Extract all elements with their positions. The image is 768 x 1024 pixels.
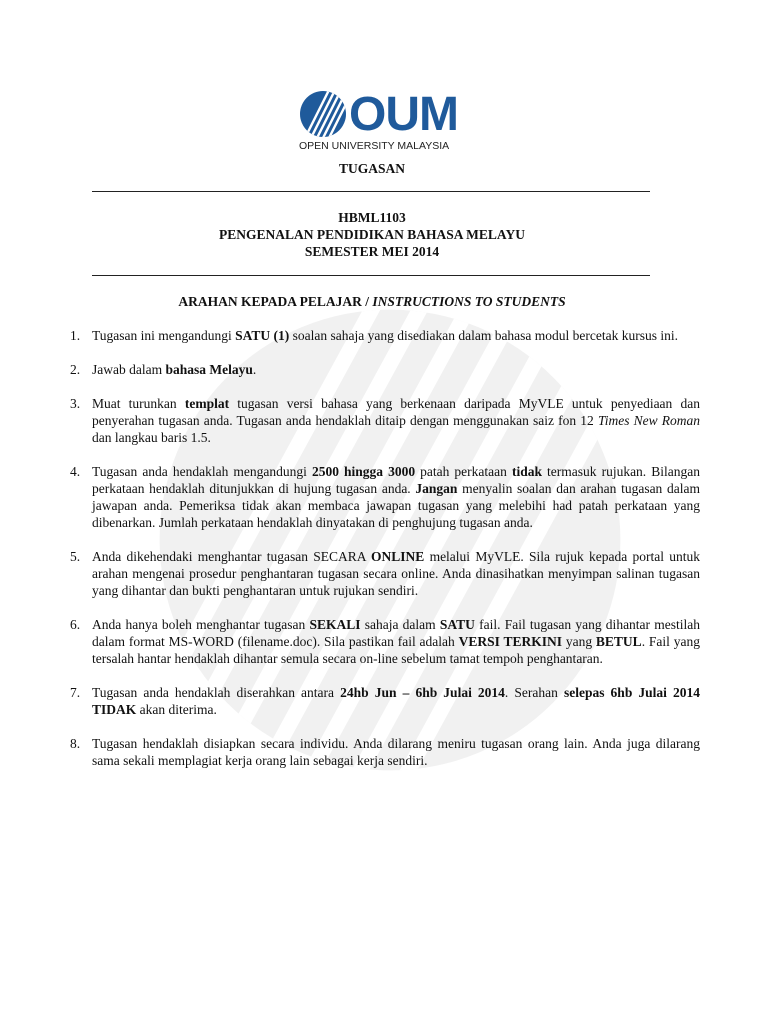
- instruction-item: [70, 616, 700, 667]
- instruction-item: [70, 327, 700, 344]
- instruction-text: sahaja dalam: [360, 617, 440, 632]
- instruction-text: Anda dikehendaki menghantar tugasan SECARA: [92, 549, 372, 564]
- logo-wordmark: OUM: [349, 88, 458, 141]
- instruction-text: soalan sahaja yang disediakan dalam bahasa modul bercetak kursus ini.: [289, 328, 679, 343]
- instruction-emphasis: tidak: [511, 464, 542, 479]
- instruction-text: dan langkau baris 1.5.: [92, 430, 211, 445]
- instruction-number: 2.: [70, 362, 81, 377]
- instruction-emphasis: 2500 hingga 3000: [311, 464, 416, 479]
- document-label: TUGASAN: [338, 161, 405, 176]
- instruction-number: 1.: [70, 328, 81, 343]
- top-divider: [92, 191, 650, 192]
- instruction-italic: Times New Roman: [597, 413, 700, 428]
- instruction-item: [70, 548, 700, 599]
- instruction-text: tugasan versi bahasa yang berkenaan daripada MyVLE untuk penyediaan dan penyerahan tugasan anda. Tugasan anda hendaklah ditaip dengan menggunakan saiz fon 12: [92, 396, 700, 428]
- instruction-emphasis: ONLINE: [371, 549, 425, 564]
- instruction-text: . Serahan: [504, 685, 564, 700]
- instruction-number: 3.: [70, 396, 81, 411]
- instruction-text: fail. Fail tugasan yang dihantar mestilah dalam format MS-WORD (filename.doc). Sila pastikan fail adalah: [92, 617, 700, 649]
- semester: SEMESTER MEI 2014: [304, 244, 440, 259]
- course-code: HBML1103: [338, 210, 406, 225]
- instruction-number: 7.: [70, 685, 81, 700]
- instruction-text: akan diterima.: [136, 702, 217, 717]
- instruction-text: Tugasan anda hendaklah diserahkan antara: [92, 685, 341, 700]
- instructions-heading-en: INSTRUCTIONS TO STUDENTS: [372, 294, 566, 309]
- instruction-number: 8.: [70, 736, 81, 751]
- instruction-emphasis: SATU (1): [235, 328, 290, 343]
- instruction-text: melalui MyVLE. Sila rujuk kepada portal untuk arahan mengenai prosedur penghantaran tugasan secara online. Anda dinasihatkan menyimpan salinan tugasan yang dihantar dan bukti penghantaran untuk rujukan sendiri.: [92, 549, 700, 598]
- instruction-text: . Fail yang tersalah hantar hendaklah dihantar semula secara on-line sebelum tamat tempoh penghantaran.: [92, 634, 700, 666]
- instruction-emphasis: SATU: [439, 617, 475, 632]
- instruction-item: [70, 735, 700, 769]
- course-title: PENGENALAN PENDIDIKAN BAHASA MELAYU: [219, 227, 525, 242]
- instruction-number: 5.: [70, 549, 81, 564]
- bottom-divider: [92, 275, 650, 276]
- instruction-emphasis: templat: [184, 396, 230, 411]
- instruction-text: menyalin soalan dan arahan tugasan dalam jawapan anda. Pemeriksa tidak akan membaca jawapan tugasan yang melebihi had patah perkataan yang dibenarkan. Jumlah perkataan hendaklah dinyatakan di penghujung tugasan anda.: [92, 481, 700, 530]
- instruction-emphasis: Jangan: [415, 481, 458, 496]
- instruction-text: Tugasan hendaklah disiapkan secara individu. Anda dilarang meniru tugasan orang lain. Anda juga dilarang sama sekali memplagiat kerja orang lain sebagai kerja sendiri.: [92, 736, 700, 768]
- instruction-list: [70, 327, 700, 769]
- instruction-item: [70, 361, 700, 378]
- instruction-text: Jawab dalam: [92, 362, 166, 377]
- instruction-text: Muat turunkan: [92, 396, 185, 411]
- instructions-heading-ms: ARAHAN KEPADA PELAJAR /: [178, 294, 369, 309]
- instruction-text: termasuk rujukan. Bilangan perkataan hendaklah ditunjukkan di hujung tugasan anda.: [92, 464, 700, 496]
- instruction-text: patah perkataan: [415, 464, 512, 479]
- instruction-emphasis: SEKALI: [309, 617, 361, 632]
- instruction-item: [70, 463, 700, 531]
- instruction-number: 4.: [70, 464, 81, 479]
- instruction-emphasis: BETUL: [595, 634, 642, 649]
- instruction-emphasis: VERSI TERKINI: [458, 634, 562, 649]
- instruction-emphasis: bahasa Melayu: [165, 362, 253, 377]
- instruction-item: [70, 395, 700, 446]
- logo-subtitle: OPEN UNIVERSITY MALAYSIA: [299, 140, 450, 152]
- instruction-text: yang: [562, 634, 596, 649]
- instruction-emphasis: 24hb Jun – 6hb Julai 2014: [340, 685, 505, 700]
- instruction-text: Tugasan anda hendaklah mengandungi: [92, 464, 312, 479]
- instruction-item: [70, 684, 700, 718]
- instruction-number: 6.: [70, 617, 81, 632]
- instruction-emphasis: selepas 6hb Julai 2014 TIDAK: [92, 685, 701, 717]
- instruction-text: Tugasan ini mengandungi: [92, 328, 236, 343]
- instruction-text: Anda hanya boleh menghantar tugasan: [92, 617, 310, 632]
- instruction-text: .: [252, 362, 257, 377]
- instructions-heading: [92, 294, 652, 310]
